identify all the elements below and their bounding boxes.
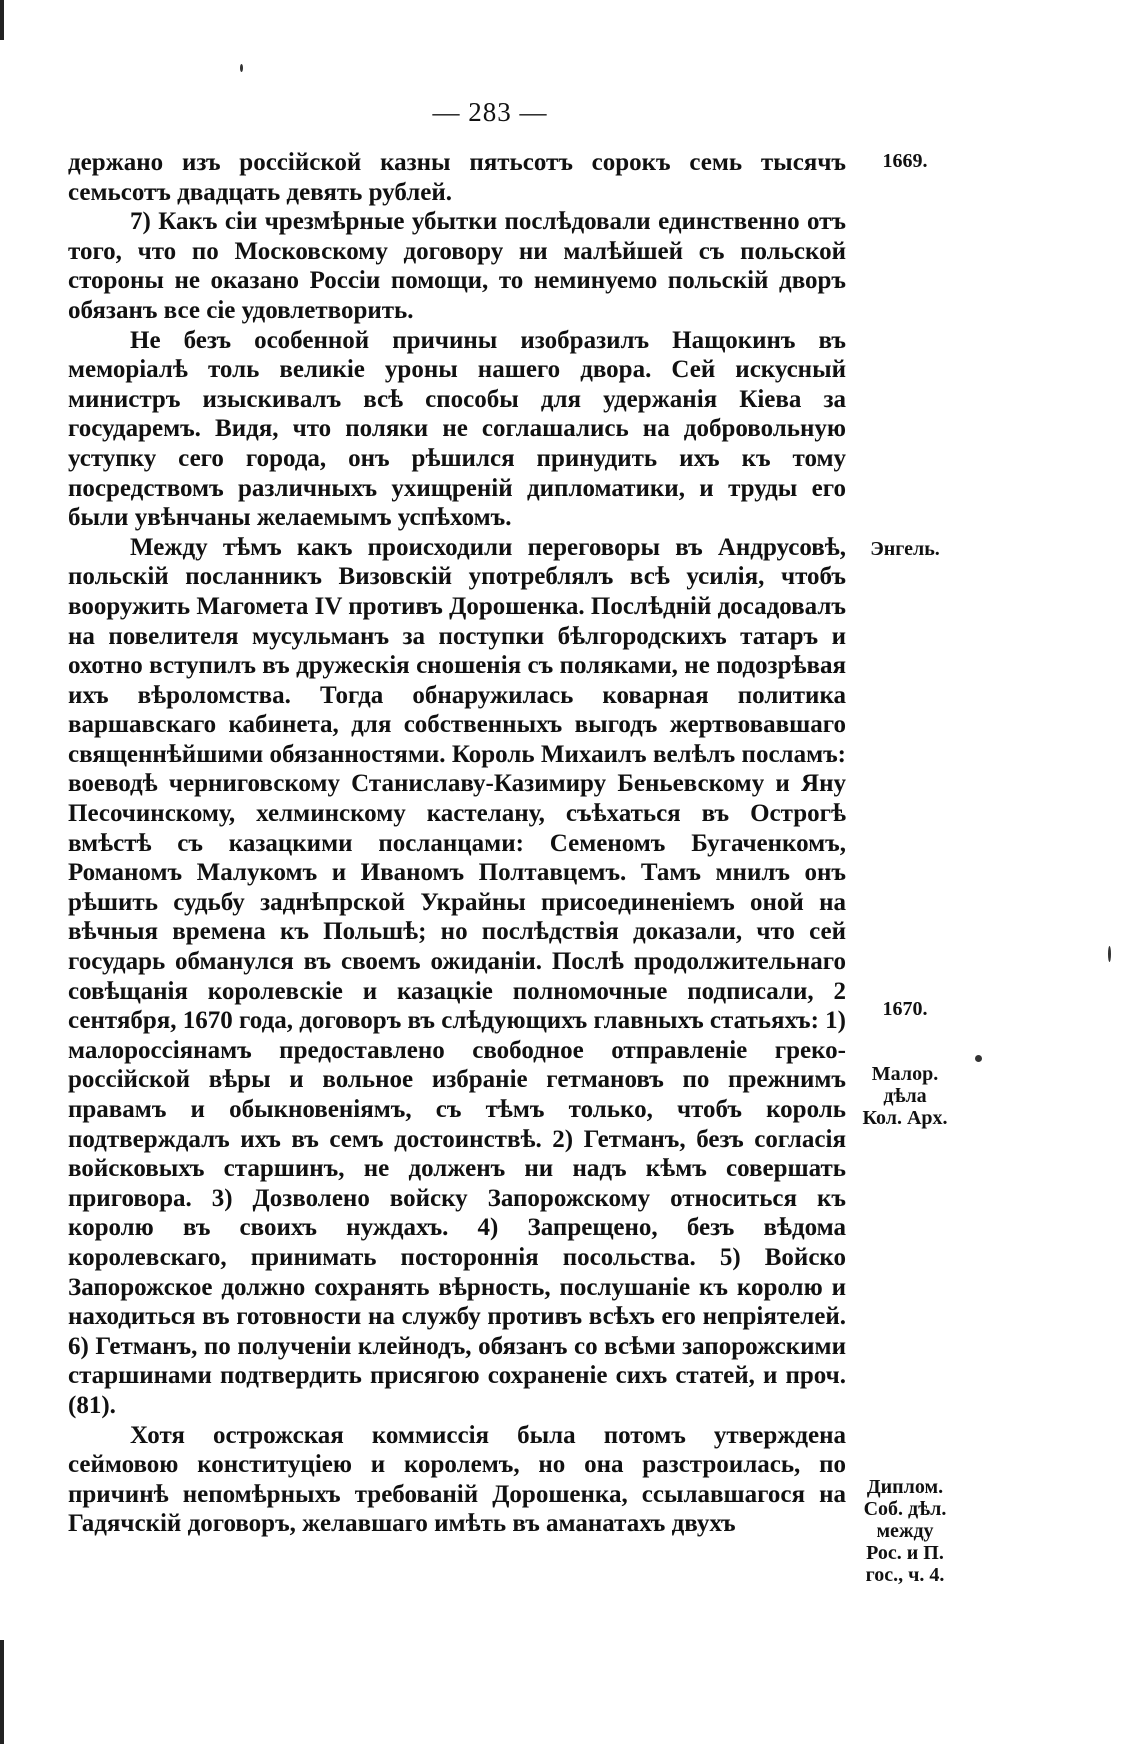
paragraph: Хотя острожская коммиссія была потомъ утверждена сеймовою конституціею и королемъ, но она разстроилась, по причинѣ непомѣрныхъ требованій Дорошенка, ссылавшагося на Гадячскій договоръ, желавшаго имѣть въ аманатахъ двухъ (68, 1421, 846, 1538)
scan-edge-bottom (0, 1640, 4, 1744)
page-number: — 283 — (432, 97, 548, 127)
paragraph: 7) Какъ сіи чрезмѣрные убытки послѣдовали единственно отъ того, что по Московскому договору ни малѣйшей съ польской стороны не оказано Россіи помощи, то неминуемо польскій дворъ обязанъ все сіе удовлетворить. (68, 208, 846, 324)
main-text-column (68, 148, 846, 1539)
margin-note-malor (850, 1063, 960, 1129)
margin-note-diplom (850, 1476, 960, 1586)
margin-note-year-1670: 1670. (882, 998, 928, 1020)
scan-speck (240, 64, 243, 72)
margin-note-line: Рос. и П. (866, 1542, 944, 1564)
margin-note-line: Кол. Арх. (862, 1107, 948, 1129)
scan-edge-top (0, 0, 4, 40)
margin-note-line: Соб. дѣл. (863, 1498, 947, 1520)
margin-note-line: Малор. (871, 1063, 939, 1085)
paragraph: Не безъ особенной причины изобразилъ Нащокинъ въ меморіалѣ толь великіе уроны нашего двора. Сей искусный министръ изыскивалъ всѣ способы для удержанія Кіева за государемъ. Видя, что поляки не соглашались на добровольную уступку сего города, онъ рѣшился принудить ихъ къ тому посредствомъ различныхъ ухищреній дипломатики, и труды его были увѣнчаны желаемымъ успѣхомъ. (68, 326, 846, 532)
margin-note-line: гос., ч. 4. (865, 1564, 945, 1586)
scan-speck (1108, 946, 1111, 962)
margin-note-line: дѣла (883, 1085, 927, 1107)
margin-note-line: Диплом. (866, 1476, 944, 1498)
margin-note-engel: Энгель. (870, 538, 940, 560)
scan-speck (975, 1055, 982, 1062)
margin-note-line: между (876, 1520, 934, 1542)
paragraph: Между тѣмъ какъ происходили переговоры въ Андрусовѣ, польскій посланникъ Визовскій употреблялъ всѣ усилія, чтобъ вооружить Магомета IV противъ Дорошенка. Послѣдній досадовалъ на повелителя мусульманъ за поступки бѣлгородскихъ татаръ и охотно вступилъ въ дружескія сношенія съ поляками, не подозрѣвая ихъ вѣроломства. Тогда обнаружилась коварная политика варшавскаго кабинета, для собственныхъ выгодъ жертвовавшаго священнѣйшими обязанностями. Король Михаилъ велѣлъ посламъ: воеводѣ черниговскому Станиславу-Казимиру Беньевскому и Яну Песочинскому, хелминскому кастелану, съѣхаться въ Острогѣ вмѣстѣ съ казацкими посланцами: Семеномъ Бугаченкомъ, Романомъ Малукомъ и Иваномъ Полтавцемъ. Тамъ мнилъ онъ рѣшить судьбу заднѣпрской Украйны присоединеніемъ оной на вѣчныя времена къ Польшѣ; но послѣдствія доказали, что сей государь обманулся въ своемъ ожиданіи. Послѣ продолжительнаго совѣщанія королевскіе и казацкіе полномочные подписали, 2 сентября, 1670 года, договоръ въ слѣдующихъ главныхъ статьяхъ: 1) малороссіянамъ предоставлено свободное отправленіе греко-россійской вѣры и вольное избраніе гетмановъ по прежнимъ правамъ и обыкновеніямъ, съ тѣмъ только, чтобъ король подтверждалъ ихъ въ семъ достоинствѣ. 2) Гетманъ, безъ согласія войсковыхъ старшинъ, не долженъ ни надъ кѣмъ совершать приговора. 3) Дозволено войску Запорожскому относиться къ королю въ своихъ нуждахъ. 4) Запрещено, безъ вѣдома королевскаго, принимать постороннія посольства. 5) Войско Запорожское должно сохранять вѣрность, послушаніе къ королю и находиться въ готовности на службу противъ всѣхъ его непріятелей. 6) Гетманъ, по полученіи клейнодъ, обязанъ со всѣми запорожскими старшинами подтвердить присягою сохраненіе сихъ статей, и проч. (81). (68, 533, 846, 1419)
margin-note-year-1669: 1669. (882, 150, 928, 172)
paragraph-continuation: держано изъ россійской казны пятьсотъ сорокъ семь тысячъ семьсотъ двадцать девять рублей. (68, 149, 846, 206)
